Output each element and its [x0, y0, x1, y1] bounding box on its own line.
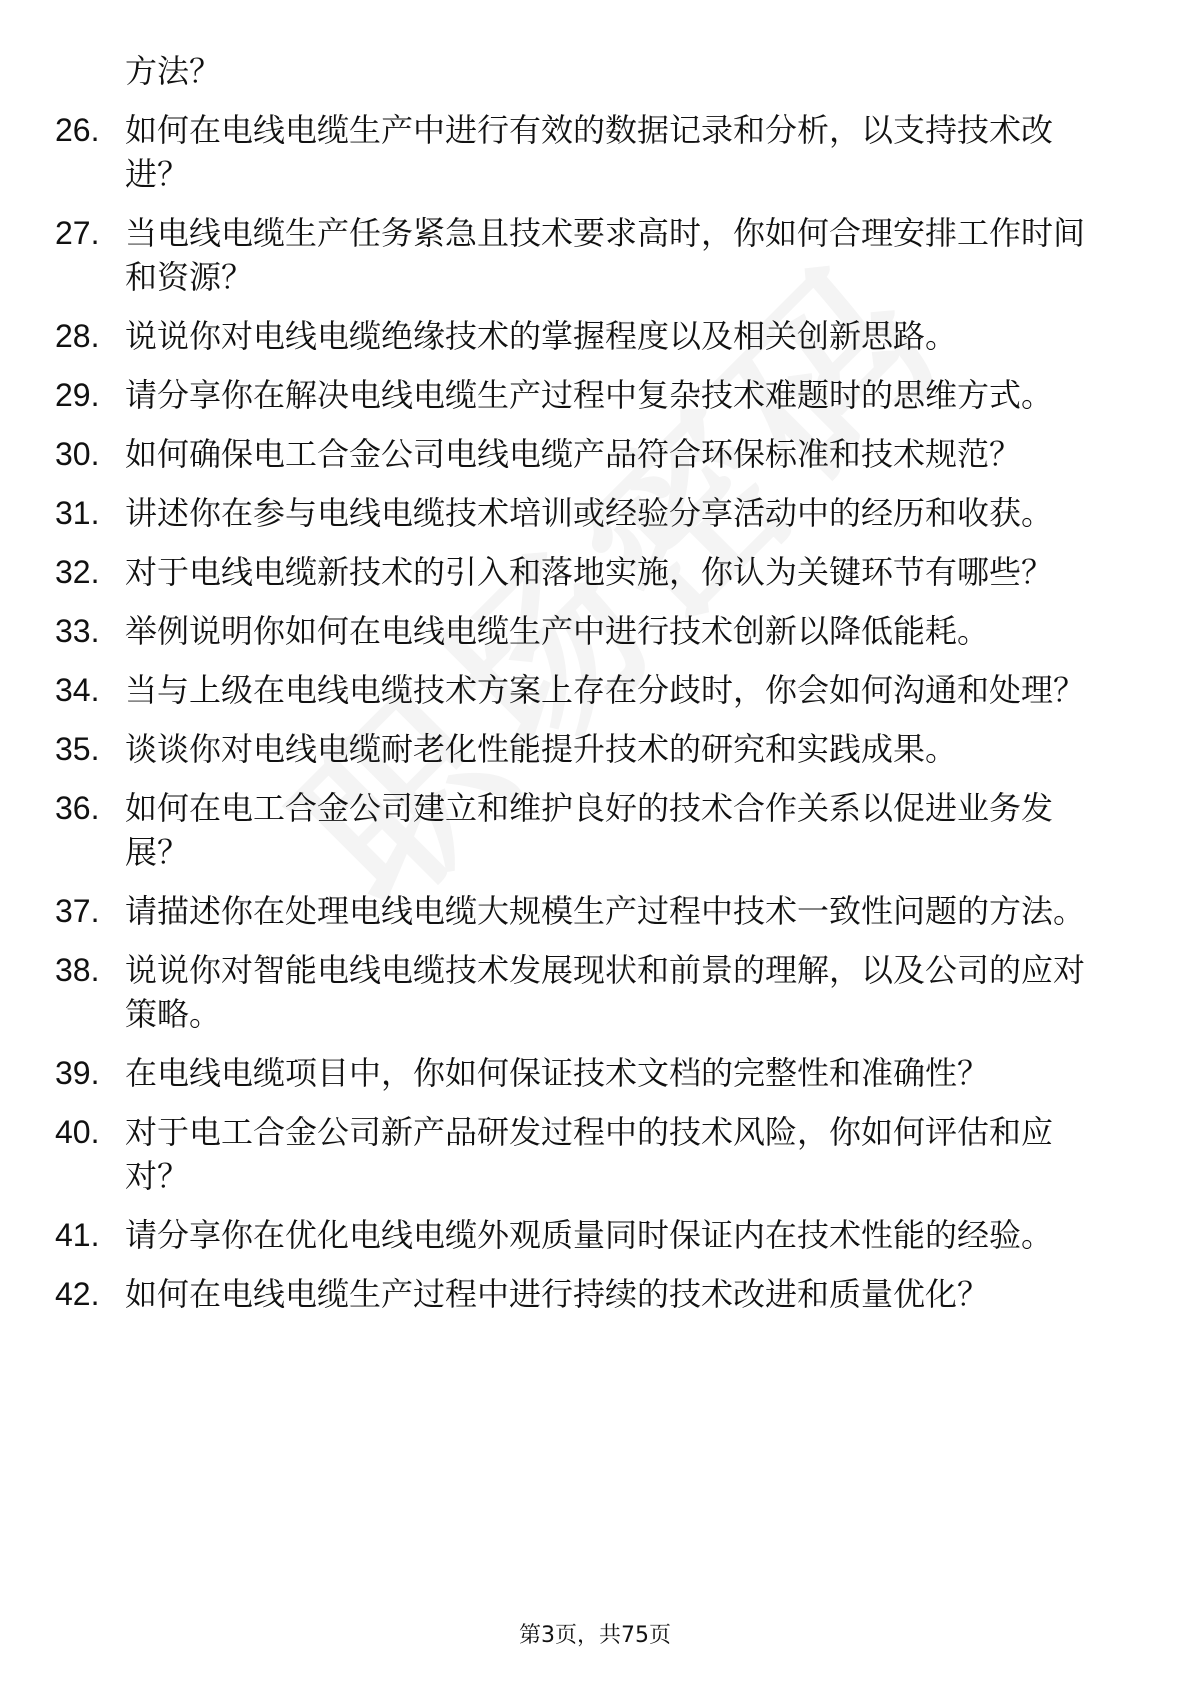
question-item [0, 727, 1190, 771]
question-item [0, 948, 1190, 1036]
question-text: 当与上级在电线电缆技术方案上存在分歧时，你会如何沟通和处理？ [125, 671, 1086, 709]
question-item [0, 491, 1190, 535]
question-number: 29. [55, 377, 100, 413]
question-item [0, 211, 1190, 299]
question-number: 33. [55, 613, 100, 649]
question-item [0, 1272, 1190, 1316]
question-number: 27. [55, 215, 100, 251]
question-number: 40. [55, 1114, 100, 1150]
question-number: 34. [55, 672, 100, 708]
question-number: 32. [55, 554, 100, 590]
question-item [0, 889, 1190, 933]
question-number: 35. [55, 731, 100, 767]
question-list [0, 108, 1190, 1331]
question-text: 如何在电线电缆生产中进行有效的数据记录和分析，以支持技术改进？ [125, 111, 1054, 193]
question-item [0, 373, 1190, 417]
question-number: 30. [55, 436, 100, 472]
question-number: 31. [55, 495, 100, 531]
question-item [0, 786, 1190, 874]
question-text: 如何在电工合金公司建立和维护良好的技术合作关系以促进业务发展？ [125, 789, 1054, 871]
question-text: 说说你对电线电缆绝缘技术的掌握程度以及相关创新思路。 [125, 317, 958, 355]
question-text: 说说你对智能电线电缆技术发展现状和前景的理解，以及公司的应对策略。 [125, 951, 1086, 1033]
question-text: 请分享你在优化电线电缆外观质量同时保证内在技术性能的经验。 [125, 1216, 1054, 1254]
question-item [0, 314, 1190, 358]
question-text: 请分享你在解决电线电缆生产过程中复杂技术难题时的思维方式。 [125, 376, 1054, 414]
question-item [0, 609, 1190, 653]
page-footer: 第3页，共75页 [519, 1623, 671, 1648]
question-text: 在电线电缆项目中，你如何保证技术文档的完整性和准确性？ [125, 1054, 990, 1092]
question-text: 讲述你在参与电线电缆技术培训或经验分享活动中的经历和收获。 [125, 494, 1054, 532]
question-text: 如何在电线电缆生产过程中进行持续的技术改进和质量优化？ [125, 1275, 990, 1313]
question-item [0, 432, 1190, 476]
question-item [0, 550, 1190, 594]
question-text: 当电线电缆生产任务紧急且技术要求高时，你如何合理安排工作时间和资源？ [125, 214, 1086, 296]
question-number: 37. [55, 893, 100, 929]
question-number: 36. [55, 790, 100, 826]
continued-question-text: 方法？ [125, 52, 222, 90]
question-text: 如何确保电工合金公司电线电缆产品符合环保标准和技术规范？ [125, 435, 1022, 473]
question-text: 谈谈你对电线电缆耐老化性能提升技术的研究和实践成果。 [125, 730, 958, 768]
question-item [0, 1110, 1190, 1198]
question-item [0, 1213, 1190, 1257]
question-number: 41. [55, 1217, 100, 1253]
question-item [0, 108, 1190, 196]
question-number: 28. [55, 318, 100, 354]
question-text: 请描述你在处理电线电缆大规模生产过程中技术一致性问题的方法。 [125, 892, 1086, 930]
question-text: 对于电工合金公司新产品研发过程中的技术风险，你如何评估和应对？ [125, 1113, 1054, 1195]
question-text: 对于电线电缆新技术的引入和落地实施，你认为关键环节有哪些？ [125, 553, 1054, 591]
question-number: 26. [55, 112, 100, 148]
question-number: 39. [55, 1055, 100, 1091]
question-item [0, 668, 1190, 712]
question-item [0, 1051, 1190, 1095]
question-number: 38. [55, 952, 100, 988]
question-number: 42. [55, 1276, 100, 1312]
question-text: 举例说明你如何在电线电缆生产中进行技术创新以降低能耗。 [125, 612, 990, 650]
